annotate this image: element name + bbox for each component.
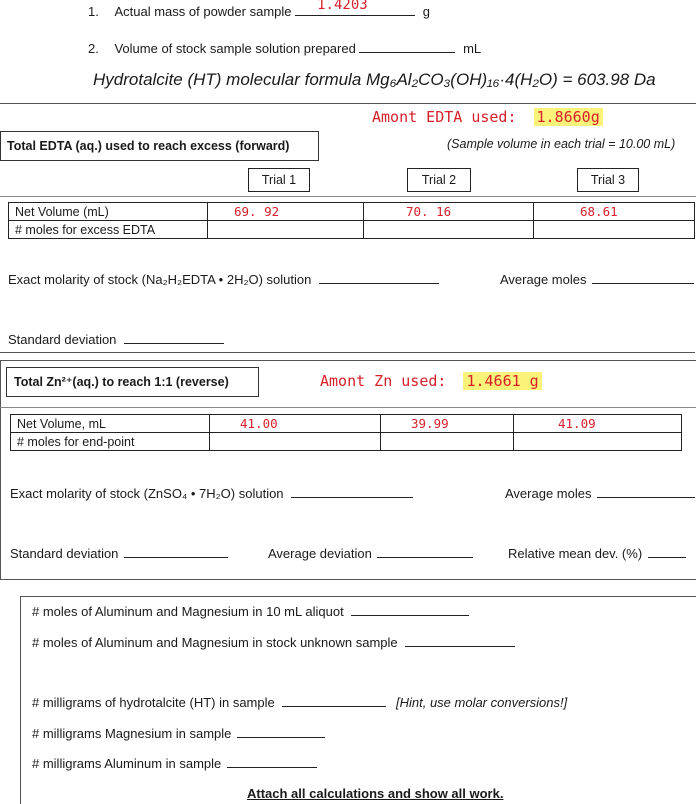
zinc-std-dev — [10, 545, 228, 561]
zinc-row-label: Net Volume, mL — [11, 415, 210, 433]
edta-amount-value: 1.8660g — [534, 108, 603, 126]
results-line1-blank[interactable] — [351, 603, 469, 616]
edta-molarity-blank[interactable] — [319, 271, 439, 284]
zinc-title-box — [6, 367, 259, 397]
item1 — [88, 0, 430, 19]
edta-row-label: # moles for excess EDTA — [9, 221, 208, 239]
edta-std-dev — [8, 331, 224, 347]
edta-title-box — [0, 131, 319, 161]
results-line4-label: # milligrams Magnesium in sample — [32, 726, 232, 741]
zinc-molarity-label: Exact molarity of stock (ZnSO₄ • 7H₂O) solution — [10, 486, 284, 501]
results-line4 — [32, 725, 325, 741]
edta-netvol-trial3[interactable]: 68.61 — [534, 203, 695, 221]
edta-molarity-label: Exact molarity of stock (Na₂H₂EDTA • 2H₂O) solution — [8, 272, 312, 287]
results-line2-label: # moles of Aluminum and Magnesium in stock unknown sample — [32, 635, 398, 650]
zinc-molarity-blank[interactable] — [291, 485, 413, 498]
zinc-netvol-trial1[interactable]: 41.00 — [210, 415, 381, 433]
item1-value: 1.4203 — [317, 0, 368, 13]
item2 — [88, 40, 481, 56]
edta-title: Total EDTA (aq.) used to reach excess (forward) — [7, 139, 290, 153]
edta-divider — [0, 196, 696, 197]
zinc-std-dev-label: Standard deviation — [10, 546, 119, 561]
zinc-rel-mean-dev-blank[interactable] — [648, 545, 686, 558]
results-footer: Attach all calculations and show all work. — [247, 786, 504, 801]
edta-trial-1: Trial 1 — [248, 168, 310, 192]
results-hint: [Hint, use molar conversions!] — [395, 695, 568, 710]
table-row — [9, 203, 695, 221]
zinc-std-dev-blank[interactable] — [124, 545, 228, 558]
table-row — [9, 221, 695, 239]
zinc-avg-dev-label: Average deviation — [268, 546, 372, 561]
edta-trial-3: Trial 3 — [577, 168, 639, 192]
results-line3-label: # milligrams of hydrotalcite (HT) in sample — [32, 695, 275, 710]
item2-number: 2. — [88, 41, 99, 56]
item1-blank[interactable] — [295, 0, 415, 16]
edta-amount-label: Amont EDTA used: — [372, 108, 517, 126]
zinc-average-moles-label: Average moles — [505, 486, 592, 501]
edta-average-moles — [500, 271, 694, 287]
edta-sample-note: (Sample volume in each trial = 10.00 mL) — [447, 137, 676, 151]
edta-average-moles-blank[interactable] — [592, 271, 694, 284]
item2-blank[interactable] — [359, 40, 455, 53]
zinc-row-label: # moles for end-point — [11, 433, 210, 451]
zinc-moles-trial2[interactable] — [381, 433, 514, 451]
edta-trial-2: Trial 2 — [407, 168, 471, 192]
zinc-molarity — [10, 485, 413, 501]
zinc-moles-trial1[interactable] — [210, 433, 381, 451]
edta-row-label: Net Volume (mL) — [9, 203, 208, 221]
zinc-average-moles — [505, 485, 695, 501]
item2-unit: mL — [463, 41, 482, 56]
results-line1-label: # moles of Aluminum and Magnesium in 10 mL aliquot — [32, 604, 344, 619]
zinc-avg-dev-blank[interactable] — [377, 545, 473, 558]
edta-average-moles-label: Average moles — [500, 272, 587, 287]
zinc-netvol-trial2[interactable]: 39.99 — [381, 415, 514, 433]
edta-moles-trial1[interactable] — [208, 221, 364, 239]
zinc-amount — [320, 372, 542, 390]
item2-label: Volume of stock sample solution prepared — [114, 41, 356, 56]
edta-moles-trial3[interactable] — [534, 221, 695, 239]
table-row — [11, 415, 682, 433]
results-line3-blank[interactable] — [282, 694, 386, 707]
results-line2 — [32, 634, 515, 650]
table-row — [11, 433, 682, 451]
zinc-divider — [0, 407, 696, 408]
item1-label: Actual mass of powder sample — [114, 4, 292, 19]
edta-moles-trial2[interactable] — [364, 221, 534, 239]
item1-unit: g — [422, 4, 430, 19]
edta-std-dev-blank[interactable] — [124, 331, 224, 344]
edta-molarity — [8, 271, 439, 287]
zinc-title: Total Zn²⁺(aq.) to reach 1:1 (reverse) — [14, 375, 229, 389]
edta-amount — [372, 108, 603, 126]
zinc-avg-dev — [268, 545, 473, 561]
zinc-average-moles-blank[interactable] — [597, 485, 695, 498]
formula-line: Hydrotalcite (HT) molecular formula Mg₆Al₂CO₃(OH)₁₆·4(H₂O) = 603.98 Da — [93, 70, 656, 89]
zinc-moles-trial3[interactable] — [514, 433, 682, 451]
edta-netvol-trial1[interactable]: 69. 92 — [208, 203, 364, 221]
zinc-netvol-trial3[interactable]: 41.09 — [514, 415, 682, 433]
edta-std-dev-label: Standard deviation — [8, 332, 117, 347]
results-line5-blank[interactable] — [227, 755, 317, 768]
edta-table — [8, 202, 695, 239]
zinc-rel-mean-dev — [508, 545, 686, 561]
results-line3 — [32, 694, 567, 710]
zinc-rel-mean-dev-label: Relative mean dev. (%) — [508, 546, 643, 561]
results-line4-blank[interactable] — [237, 725, 325, 738]
zinc-amount-label: Amont Zn used: — [320, 372, 447, 390]
results-line2-blank[interactable] — [405, 634, 515, 647]
item1-number: 1. — [88, 4, 99, 19]
results-line5 — [32, 755, 317, 771]
zinc-amount-value: 1.4661 g — [463, 372, 541, 390]
results-line5-label: # milligrams Aluminum in sample — [32, 756, 222, 771]
edta-netvol-trial2[interactable]: 70. 16 — [364, 203, 534, 221]
results-line1 — [32, 603, 469, 619]
zinc-table — [10, 414, 682, 451]
